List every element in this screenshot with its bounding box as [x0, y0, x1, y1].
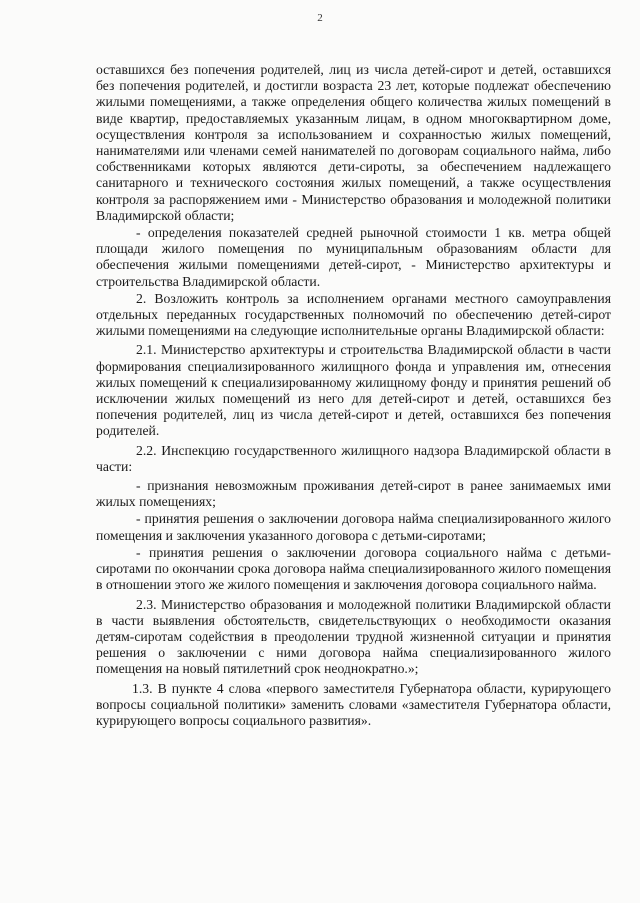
page-number: 2 — [317, 12, 323, 24]
paragraph-item-2-3: 2.3. Министерство образования и молодежной политики Владимирской области в части выявления обстоятельств, свидетельствующих о необходимости оказания детям-сиротам содействия в преодолении трудной жизненной ситуации и принятия решения о заключении с ними договора найма специализированного жилого помещения на новый пятилетний срок неоднократно.»; — [96, 596, 611, 677]
paragraph-continuation: оставшихся без попечения родителей, лиц из числа детей-сирот и детей, оставшихся без попечения родителей, и достигли возраста 23 лет, которые подлежат обеспечению жилыми помещениями, а также определения общего количества жилых помещений в виде квартир, предоставляемых указанным лицам, в одном многоквартирном доме, осуществления контроля за использованием и сохранностью жилых помещений, нанимателями или членами семей нанимателей по договорам социального найма, либо собственниками которых являются дети-сироты, за обеспечением надлежащего санитарного и технического состояния жилых помещений, а также осуществления контроля за распоряжением ими - Министерство образования и молодежной политики Владимирской области; — [96, 62, 611, 223]
paragraph-item-1-3: 1.3. В пункте 4 слова «первого заместителя Губернатора области, курирующего вопросы социальной политики» заменить словами «заместителя Губернатора области, курирующего вопросы социального развития». — [96, 680, 611, 728]
paragraph-item-2-1: 2.1. Министерство архитектуры и строительства Владимирской области в части формирования специализированного жилищного фонда и управления им, отнесения жилых помещений к специализированному жилищному фонду и принятия решений об исключении жилых помещений из него для детей-сирот и детей, оставшихся без попечения родителей, лиц из числа детей-сирот и детей, оставшихся без попечения родителей. — [96, 342, 611, 439]
paragraph-item-2: 2. Возложить контроль за исполнением органами местного самоуправления отдельных переданных государственных полномочий по обеспечению детей-сирот жилыми помещениями на следующие исполнительные органы Владимирской области: — [96, 290, 611, 339]
paragraph-bullet-social-lease: - принятия решения о заключении договора социального найма с детьми-сиротами по окончании срока договора найма специализированного жилого помещения в отношении этого же жилого помещения и заключения договора социального найма. — [96, 544, 611, 593]
paragraph-bullet-price-indicators: - определения показателей средней рыночной стоимости 1 кв. метра общей площади жилого помещения по муниципальным образованиям области для обеспечения жилыми помещениями детей-сирот, - Министерство архитектуры и строительства Владимирской области. — [96, 225, 611, 289]
paragraph-bullet-specialized-lease: - принятия решения о заключении договора найма специализированного жилого помещения и заключения указанного договора с детьми-сиротами; — [96, 511, 611, 543]
document-body — [96, 62, 611, 729]
paragraph-bullet-inability: - признания невозможным проживания детей-сирот в ранее занимаемых ими жилых помещениях; — [96, 478, 611, 510]
paragraph-item-2-2: 2.2. Инспекцию государственного жилищного надзора Владимирской области в части: — [96, 442, 611, 474]
